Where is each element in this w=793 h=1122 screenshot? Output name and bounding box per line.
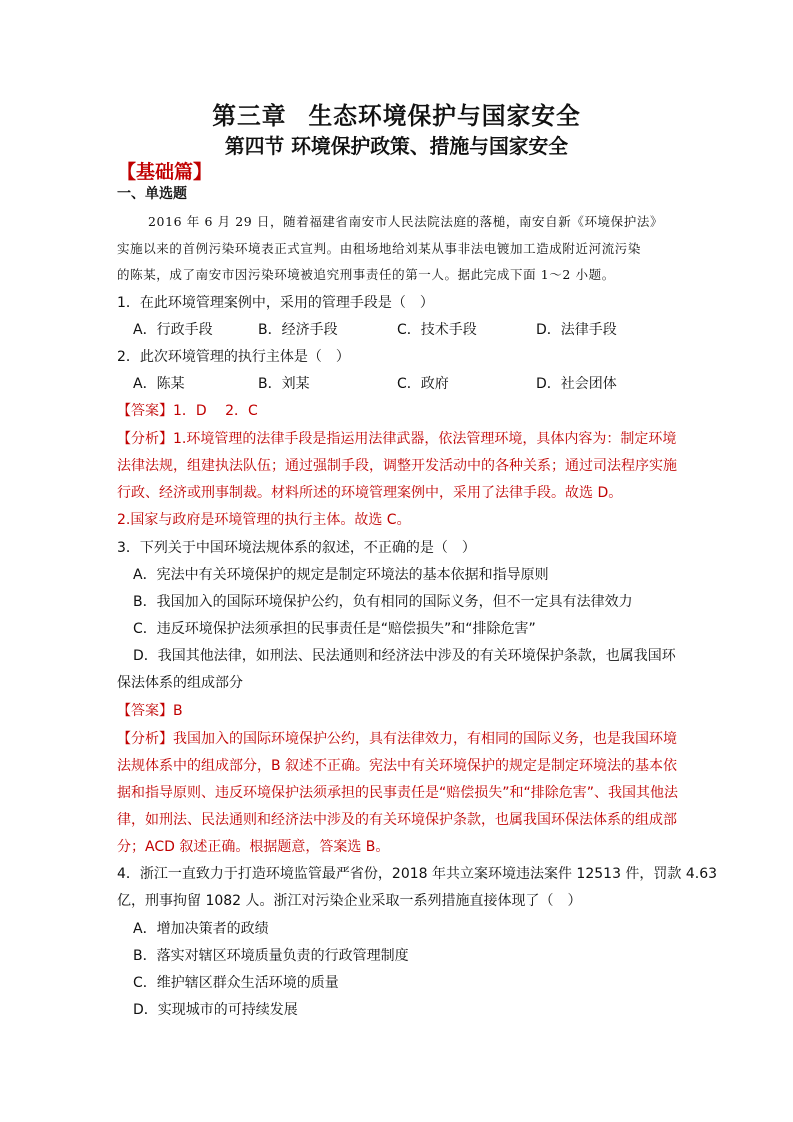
analysis-text: 1.环境管理的法律手段是指运用法律武器，依法管理环境，具体内容为：制定环境: [173, 431, 677, 447]
analysis-text: 我国加入的国际环境保护公约，具有法律效力，有相同的国际义务，也是我国环境: [173, 731, 677, 747]
analysis-3-line: [117, 728, 677, 748]
q4-option-b: B．落实对辖区环境质量负责的行政管理制度: [133, 948, 409, 964]
question-1-stem: 1．在此环境管理案例中，采用的管理手段是（ ）: [117, 295, 434, 311]
basic-section-label: 【基础篇】: [117, 161, 213, 183]
q3-option-b: B．我国加入的国际环境保护公约，负有相同的国际义务，但不一定具有法律效力: [133, 594, 633, 610]
q2-option-b: B．刘某: [258, 376, 310, 392]
question-2-stem: 2．此次环境管理的执行主体是（ ）: [117, 349, 350, 365]
analysis-3-line: 法规体系中的组成部分，B 叙述不正确。宪法中有关环境保护的规定是制定环境法的基本依: [117, 758, 678, 774]
single-choice-heading: 一、单选题: [117, 186, 187, 202]
section-title: 第四节 环境保护政策、措施与国家安全: [224, 134, 569, 158]
answer-3: [117, 700, 183, 720]
question-4-stem-continued: 亿，刑事拘留 1082 人。浙江对污染企业采取一系列措施直接体现了（ ）: [117, 893, 582, 909]
q4-option-d: D．实现城市的可持续发展: [133, 1002, 298, 1018]
q3-option-a: A．宪法中有关环境保护的规定是制定环境法的基本依据和指导原则: [133, 567, 549, 583]
analysis-tag: 【分析】: [117, 431, 173, 447]
q1-option-c: C．技术手段: [397, 322, 477, 338]
answer-tag: 【答案】: [117, 703, 173, 719]
analysis-3-line: 律，如刑法、民法通则和经济法中涉及的有关环境保护条款，也属我国环保法体系的组成部: [117, 812, 677, 828]
question-3-stem: 3．下列关于中国环境法规体系的叙述，不正确的是（ ）: [117, 540, 476, 556]
answer-value: 1．D 2．C: [173, 403, 258, 419]
question-4-stem: 4．浙江一直致力于打造环境监管最严省份，2018 年共立案环境违法案件 12513 件，罚款 4.63: [117, 866, 718, 882]
chapter-title: [0, 97, 793, 131]
q3-option-c: C．违反环境保护法须承担的民事责任是“赔偿损失”和“排除危害”: [133, 621, 536, 637]
answer-1-2: [117, 400, 258, 420]
analysis-1-2-line: 行政、经济或刑事制裁。材料所述的环境管理案例中，采用了法律手段。故选 D。: [117, 485, 623, 501]
q3-option-d-continued: 保法体系的组成部分: [117, 675, 243, 691]
q3-option-d: D．我国其他法律，如刑法、民法通则和经济法中涉及的有关环境保护条款，也属我国环: [133, 648, 676, 664]
passage-line: 实施以来的首例污染环境表正式宣判。由租场地给刘某从事非法电镀加工造成附近河流污染: [117, 241, 642, 256]
q1-option-b: B．经济手段: [258, 322, 338, 338]
q1-option-d: D．法律手段: [536, 322, 617, 338]
passage-line: 的陈某，成了南安市因污染环境被追究刑事责任的第一人。据此完成下面 1～2 小题。: [117, 267, 615, 282]
analysis-3-line: 分；ACD 叙述正确。根据题意，答案选 B。: [117, 839, 390, 855]
analysis-tag: 【分析】: [117, 731, 173, 747]
chapter-name: 生态环境保护与国家安全: [308, 102, 581, 130]
analysis-3-line: 据和指导原则、违反环境保护法须承担的民事责任是“赔偿损失”和“排除危害”、我国其他法: [117, 785, 679, 801]
analysis-1-2-line: 法律法规，组建执法队伍；通过强制手段，调整开发活动中的各种关系；通过司法程序实施: [117, 458, 677, 474]
q2-option-a: A．陈某: [133, 376, 185, 392]
q4-option-a: A．增加决策者的政绩: [133, 921, 269, 937]
analysis-1-2-line: 2.国家与政府是环境管理的执行主体。故选 C。: [117, 512, 411, 528]
analysis-1-2-line: [117, 428, 676, 448]
answer-value: B: [173, 703, 183, 719]
q2-option-d: D．社会团体: [536, 376, 617, 392]
q4-option-c: C．维护辖区群众生活环境的质量: [133, 975, 339, 991]
answer-tag: 【答案】: [117, 403, 173, 419]
q2-option-c: C．政府: [397, 376, 449, 392]
q1-option-a: A．行政手段: [133, 322, 213, 338]
chapter-number: 第三章: [212, 102, 287, 130]
passage-line: 2016 年 6 月 29 日，随着福建省南安市人民法院法庭的落槌，南安自新《环境保护法》: [148, 214, 664, 229]
